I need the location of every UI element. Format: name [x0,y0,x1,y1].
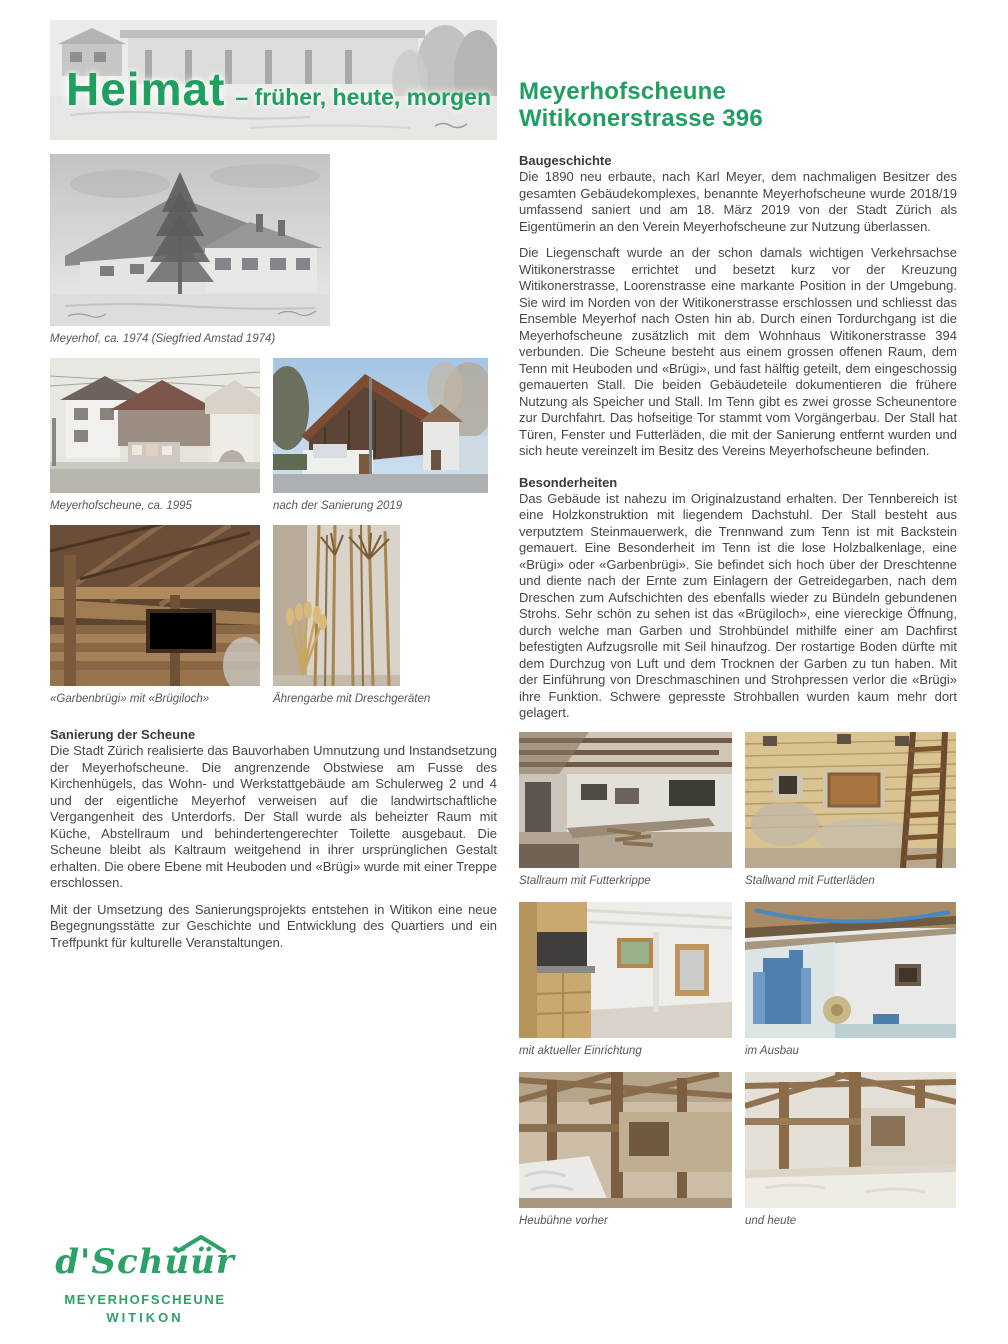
meyerhof-sketch-image [50,154,330,326]
caption-garbenbruegi: «Garbenbrügi» mit «Brügiloch» [50,693,210,705]
figure-aehrengarbe [273,525,430,706]
photo-garbenbruegi-image [50,525,260,686]
header-title [66,62,491,116]
photo-2019-image [273,358,488,493]
figure-und-heute [745,1072,956,1228]
photo-stallraum-image [519,732,732,868]
photo-stallwand-image [745,732,956,868]
figure-einrichtung [519,902,732,1058]
logo-line2: WITIKON [106,1310,184,1325]
sanierung-paragraph-1: Die Stadt Zürich realisierte das Bauvorhaben Umnutzung und Instandsetzung der Meyerhofscheune. Die angrenzende Obstwiese am Fusse des Kirchenhügels, das Wohn- und Werkstattgebäude am Schulerweg 2 und 4 und der eigentliche Meyerhof verweisen auf die landwirtschaftliche Vergangenheit des Unterdorfs. Der Stall wurde als beheizter Raum mit Küche, Abstellraum und behindertengerechter Toilette ausgebaut. Die Scheune bleibt als Kaltraum weitgehend in ihrer ursprünglichen Gestalt erhalten. Die obere Ebene mit Heuboden und «Brügi» wurde mit einer Treppe erschlossen. [50,743,497,890]
baugeschichte-paragraph-1: Die 1890 neu erbaute, nach Karl Meyer, dem nachmaligen Besitzer des gesamten Gebäudekomplexes, benannte Meyerhofscheune wurde 2018/19 umfassend saniert und am 18. März 2019 von der Stadt Zürich als Eigentümerin an den Verein Meyerhofscheune zur Nutzung überlassen. [519,169,957,234]
figure-row-b [50,525,497,706]
baugeschichte-paragraph-2: Die Liegenschaft wurde an der schon damals wichtigen Verkehrsachse Witikonerstrasse errichtet und besetzt kurz vor der Kreuzung Witikonerstrasse, Loorenstrasse eine markante Position in der Umgebung. Sie wird im Norden von der Witikonerstrasse erschlossen und schliesst das Ensemble Meyerhof nach Osten hin ab. Durch einen Tordurchgang ist die Meyerhofscheune zusätzlich mit dem Wohnhaus Witikonerstrasse 394 verbunden. Die Scheune besteht aus einem grossen offenen Raum, dem Tenn mit Heuboden und «Brügi», und fast hälftig geteilt, dem eingeschossig gemauerten Stall. Die beiden Gebäudeteile dokumentieren die frühere Nutzung als Speicher und Stall. Im Tenn gibt es zwei grosse Scheunentore zur Durchfahrt. Das hofseitige Tor stammt vom Vorgängerbau. Der Stall hat Türen, Fenster und Futterläden, die mit der Sanierung entfernt wurden und sich heute vereinzelt im Besitz des Vereins Meyerhofscheune befinden. [519,245,957,458]
gallery-row-1 [519,732,957,888]
left-column [50,20,497,961]
caption-heubuehne-vorher: Heubühne vorher [519,1214,608,1227]
heading-baugeschichte: Baugeschichte [519,153,612,168]
figure-1995 [50,358,260,513]
caption-aehrengarbe: Ährengarbe mit Dreschgeräten [273,693,431,705]
header-title-main: Heimat [66,63,226,115]
caption-meyerhof-sketch: Meyerhof, ca. 1974 (Siegfried Amstad 1974) [50,333,276,345]
photo-aehrengarbe-image [273,525,400,686]
right-column [519,78,957,1228]
besonderheiten-paragraph-1: Das Gebäude ist nahezu im Originalzustand erhalten. Der Tennbereich ist eine Holzkonstruktion mit liegendem Dachstuhl. Der Stall besteht aus verputztem Steinmauerwerk, die Trennwand zum Tenn ist mit Backstein gemauert. Eine Besonderheit im Tenn ist die lose Holzbalkenlage, eine «Brügi» oder «Garbenbrügi». Sie befindet sich hoch über der Dreschtenne und diente nach der Ernte zum Einlagern der Getreidegarben, nach dem Dreschen zum Aufschichten des ebenfalls wieder zu Bündeln gebundenen Strohs. Sehr schön zu sehen ist das «Brügiloch», eine viereckige Öffnung, durch welche man Garben und Strohbündel mithilfe einer am Dachfirst befestigten Aufzugsrolle mit Seil hinaufzog. Der rostartige Boden dürfte mit dem Durchzug von Luft und dem Trocknen der Garben zu tun haben. Mit der Einführung von Dreschmaschinen und Strohpressen verlor die «Brügi» ihre Funktion. Schwere gepresste Strohballen wurden kaum mehr dort gelagert. [519,490,957,720]
photo-und-heute-image [745,1072,956,1208]
page-title-line1: Meyerhofscheune [519,78,727,105]
page-title [519,78,957,132]
gallery-row-2 [519,902,957,1058]
figure-garbenbruegi [50,525,260,706]
photo-einrichtung-image [519,902,732,1038]
gallery-row-3 [519,1072,957,1228]
figure-ausbau [745,902,956,1058]
figure-2019 [273,358,488,513]
page-title-line2: Witikonerstrasse 396 [519,105,763,132]
heading-besonderheiten: Besonderheiten [519,474,618,490]
figure-row-a [50,358,497,513]
photo-1995-image [50,358,260,493]
heading-sanierung: Sanierung der Scheune [50,727,196,742]
figure-heubuehne-vorher [519,1072,732,1228]
figure-stallwand [745,732,956,888]
photo-ausbau-image [745,902,956,1038]
dschuur-logo [50,1242,240,1325]
caption-ausbau: im Ausbau [745,1044,799,1057]
sanierung-paragraph-2: Mit der Umsetzung des Sanierungsprojekts entstehen in Witikon eine neue Begegnungsstätte zur Geschichte und Entwicklung des Quartiers und ein Treffpunkt für kulturelle Veranstaltungen. [50,901,497,950]
caption-1995: Meyerhofscheune, ca. 1995 [50,500,192,512]
logo-wordmark: d'Schüür [55,1242,235,1282]
photo-heubuehne-vorher-image [519,1072,732,1208]
caption-stallraum: Stallraum mit Futterkrippe [519,874,651,887]
logo-line1: MEYERHOFSCHEUNE [64,1292,226,1307]
caption-einrichtung: mit aktueller Einrichtung [519,1044,642,1057]
figure-stallraum [519,732,732,888]
logo-script-text [55,1242,235,1282]
caption-2019: nach der Sanierung 2019 [273,500,403,512]
header-artwork [50,20,497,140]
caption-und-heute: und heute [745,1214,797,1227]
caption-stallwand: Stallwand mit Futterläden [745,874,875,887]
roof-icon [175,1233,227,1253]
figure-meyerhof-sketch [50,154,497,346]
header-title-sub: – früher, heute, morgen [235,84,491,110]
